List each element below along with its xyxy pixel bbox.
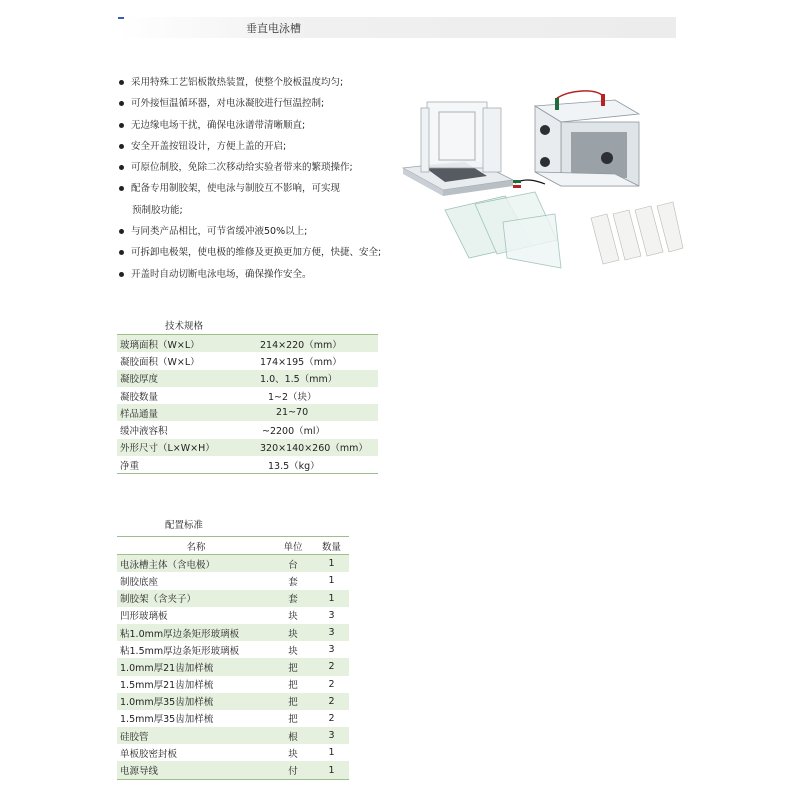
table-row: 1.0mm厚21齿加样梳 把 2: [117, 658, 349, 675]
bullet-icon: [119, 101, 124, 106]
table-row: 电泳槽主体（含电极） 台 1: [117, 555, 349, 573]
table-row: 1.5mm厚21齿加样梳 把 2: [120, 678, 335, 692]
table-row: 缓冲液容积 ~2200（ml）: [120, 426, 326, 438]
title-mark: [118, 17, 124, 19]
table-row: 硅胶管 根 3: [117, 727, 349, 744]
glass-plates-illustration: [445, 192, 561, 268]
table-row: 净重 13.5（kg）: [117, 456, 378, 474]
feature-item-continued: 预制胶功能;: [132, 204, 183, 216]
table-row: 单板胶密封板 块 1: [120, 747, 335, 760]
table-row: 凝胶数量 1~2（块）: [120, 391, 317, 403]
table-row: 凝胶面积（W×L） 174×195（mm）: [120, 356, 342, 368]
config-table: [117, 536, 349, 780]
electrophoresis-tank-illustration: [513, 91, 639, 188]
table-header-row: 名称 单位 数量: [117, 537, 349, 555]
table-row: 粘1.0mm厚边条矩形玻璃板 块 3: [117, 624, 349, 641]
table-row: 1.5mm厚35齿加样梳 把 2: [120, 712, 335, 726]
bullet-icon: [119, 272, 124, 277]
combs-illustration: [591, 202, 683, 264]
feature-item: 采用特殊工艺铝板散热装置，使整个胶板温度均匀;: [118, 72, 418, 93]
feature-item: 可拆卸电极架，使电极的维修及更换更加方便，快捷、安全;: [118, 242, 418, 263]
title-bar: [118, 17, 676, 38]
feature-item: 开盖时自动切断电泳电场，确保操作安全。: [118, 264, 418, 285]
bullet-icon: [119, 80, 124, 85]
feature-item: 可外接恒温循环器，对电泳凝胶进行恒温控制;: [118, 93, 418, 114]
feature-item: 配备专用制胶架，使电泳与制胶互不影响，可实现: [118, 178, 418, 199]
table-row: 样品通量 21~70: [117, 404, 378, 421]
casting-stand-illustration: [403, 102, 513, 196]
spec-table: [117, 334, 378, 474]
table-row: 凹形玻璃板 块 3: [120, 609, 335, 623]
page-title: 垂直电泳槽: [246, 22, 301, 35]
table-row: 制胶底座 套 1: [120, 575, 335, 588]
feature-item: 安全开盖按钮设计，方便上盖的开启;: [118, 136, 418, 157]
table-row: 1.0mm厚35齿加样梳 把 2: [117, 693, 349, 710]
feature-list: [118, 72, 418, 285]
bullet-icon: [119, 229, 124, 234]
table-row: 玻璃面积（W×L） 214×220（mm）: [117, 335, 378, 353]
table-row: 电源导线 付 1: [117, 761, 349, 779]
bullet-icon: [119, 123, 124, 128]
feature-item: 无边缘电场干扰，确保电泳谱带清晰顺直;: [118, 115, 418, 136]
spec-title: 技术规格: [165, 321, 204, 332]
table-row: 粘1.5mm厚边条矩形玻璃板 块 3: [120, 644, 335, 657]
bullet-icon: [119, 144, 124, 149]
table-row: 凝胶厚度 1.0、1.5（mm）: [117, 370, 378, 387]
table-row: 外形尺寸（L×W×H） 320×140×260（mm）: [117, 439, 378, 456]
bullet-icon: [119, 165, 124, 170]
product-photo: [395, 88, 685, 278]
feature-item: 与同类产品相比，可节省缓冲液50%以上;: [118, 221, 418, 242]
feature-item: 可原位制胶，免除二次移动给实验者带来的繁琐操作;: [118, 157, 418, 178]
bullet-icon: [119, 186, 124, 191]
bullet-icon: [119, 250, 124, 255]
table-row: 制胶架（含夹子） 套 1: [117, 590, 349, 607]
config-title: 配置标准: [165, 520, 204, 531]
